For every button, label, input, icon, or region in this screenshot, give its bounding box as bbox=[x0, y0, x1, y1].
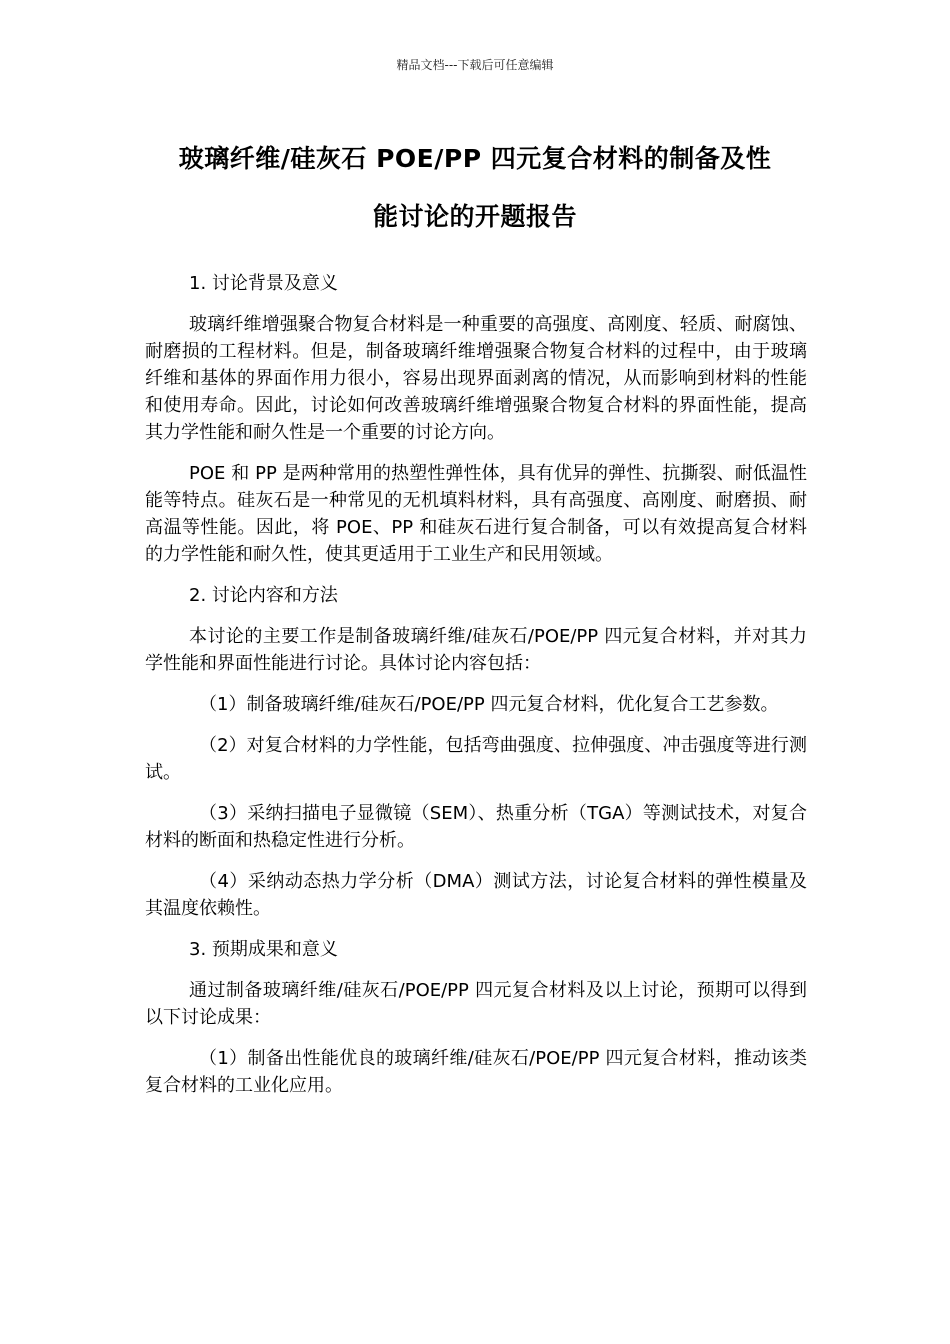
list-item-content-2: （2）对复合材料的力学性能，包括弯曲强度、拉伸强度、冲击强度等进行测试。 bbox=[145, 735, 807, 783]
section-heading-background: 1. 讨论背景及意义 bbox=[189, 273, 338, 294]
list-item-content-3: （3）采纳扫描电子显微镜（SEM）、热重分析（TGA）等测试技术，对复合材料的断面和热稳定性进行分析。 bbox=[145, 803, 807, 851]
section-heading-expected-results: 3. 预期成果和意义 bbox=[189, 939, 338, 960]
paragraph-background-2: POE 和 PP 是两种常用的热塑性弹性体，具有优异的弹性、抗撕裂、耐低温性能等特点。硅灰石是一种常见的无机填料材料，具有高强度、高刚度、耐磨损、耐高温等性能。因此，将 POE、PP 和硅灰石进行复合制备，可以有效提高复合材料的力学性能和耐久性，使其更适用于工业生产和民用领域。 bbox=[145, 463, 807, 565]
section-heading-content-methods: 2. 讨论内容和方法 bbox=[189, 585, 338, 606]
list-item-expected-1: （1）制备出性能优良的玻璃纤维/硅灰石/POE/PP 四元复合材料，推动该类复合材料的工业化应用。 bbox=[145, 1048, 807, 1096]
paragraph-expected-intro: 通过制备玻璃纤维/硅灰石/POE/PP 四元复合材料及以上讨论，预期可以得到以下讨论成果： bbox=[145, 980, 807, 1028]
title-line-2: 能讨论的开题报告 bbox=[372, 202, 577, 231]
title-line-1: 玻璃纤维/硅灰石 POE/PP 四元复合材料的制备及性 bbox=[178, 144, 772, 173]
paragraph-background-1: 玻璃纤维增强聚合物复合材料是一种重要的高强度、高刚度、轻质、耐腐蚀、耐磨损的工程材料。但是，制备玻璃纤维增强聚合物复合材料的过程中，由于玻璃纤维和基体的界面作用力很小，容易出现界面剥离的情况，从而影响到材料的性能和使用寿命。因此，讨论如何改善玻璃纤维增强聚合物复合材料的界面性能，提高其力学性能和耐久性是一个重要的讨论方向。 bbox=[145, 314, 807, 443]
page-header-watermark: 精品文档---下载后可任意编辑 bbox=[396, 58, 554, 72]
list-item-content-4: （4）采纳动态热力学分析（DMA）测试方法，讨论复合材料的弹性模量及其温度依赖性。 bbox=[145, 871, 807, 919]
list-item-content-1: （1）制备玻璃纤维/硅灰石/POE/PP 四元复合材料，优化复合工艺参数。 bbox=[199, 694, 779, 715]
document-body bbox=[145, 270, 807, 1113]
paragraph-content-intro: 本讨论的主要工作是制备玻璃纤维/硅灰石/POE/PP 四元复合材料，并对其力学性能和界面性能进行讨论。具体讨论内容包括： bbox=[145, 626, 807, 674]
document-title bbox=[120, 130, 830, 246]
